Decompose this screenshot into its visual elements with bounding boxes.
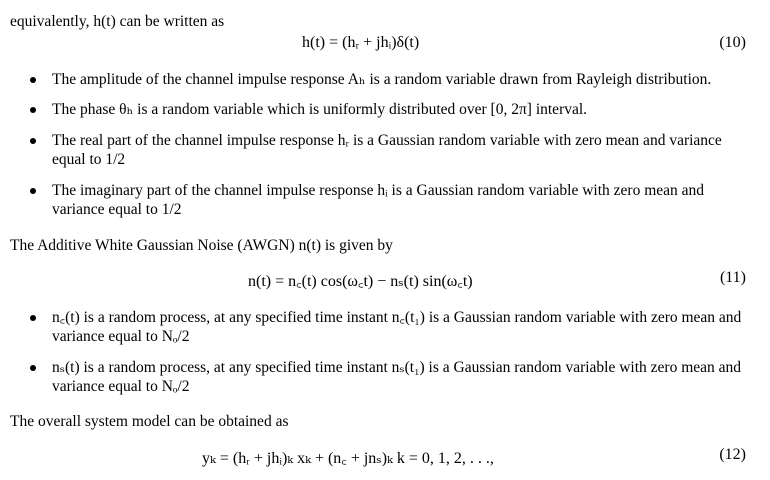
equation-10-expression: h(t) = (hᵣ + jhᵢ)δ(t) [302,34,420,51]
equation-10 [10,34,746,54]
bullet-dot-icon [30,315,36,321]
intro-text: equivalently, h(t) can be written as [10,13,225,30]
bullet-text: The amplitude of the channel impulse response Aₕ is a random variable drawn from Rayleigh distribution. [52,71,712,88]
bullet-text: The imaginary part of the channel impulse response hᵢ is a Gaussian random variable with zero mean and variance equal to 1/2 [52,182,705,218]
bullet-dot-icon [30,138,36,144]
equation-12-expression: yₖ = (hᵣ + jhᵢ)ₖ xₖ + (n꜀ + jnₛ)ₖ k = 0, 1, 2, . . ., [202,450,494,467]
equation-12-number: (12) [719,446,746,463]
bullet-text: The phase θₕ is a random variable which is uniformly distributed over [0, 2π] interval. [52,101,588,118]
bullet-dot-icon [30,365,36,371]
bullet-text: nₛ(t) is a random process, at any specified time instant nₛ(t₁) is a Gaussian random variable with zero mean and variance equal to Nₒ/2 [52,359,742,395]
equation-11-expression: n(t) = n꜀(t) cos(ω꜀t) − nₛ(t) sin(ω꜀t) [248,273,473,290]
equation-11 [10,269,746,289]
equation-12 [10,446,746,466]
bullet-dot-icon [30,77,36,83]
equation-11-number: (11) [719,269,746,286]
bullet-dot-icon [30,107,36,113]
awgn-intro-text: The Additive White Gaussian Noise (AWGN) n(t) is given by [10,237,393,254]
model-intro-text: The overall system model can be obtained as [10,413,289,430]
equation-10-number: (10) [719,34,746,51]
bullet-dot-icon [30,188,36,194]
bullet-text: The real part of the channel impulse response hᵣ is a Gaussian random variable with zero mean and variance equal to 1/2 [52,132,722,168]
bullet-text: n꜀(t) is a random process, at any specified time instant n꜀(t₁) is a Gaussian random variable with zero mean and variance equal to Nₒ/2 [52,309,742,345]
